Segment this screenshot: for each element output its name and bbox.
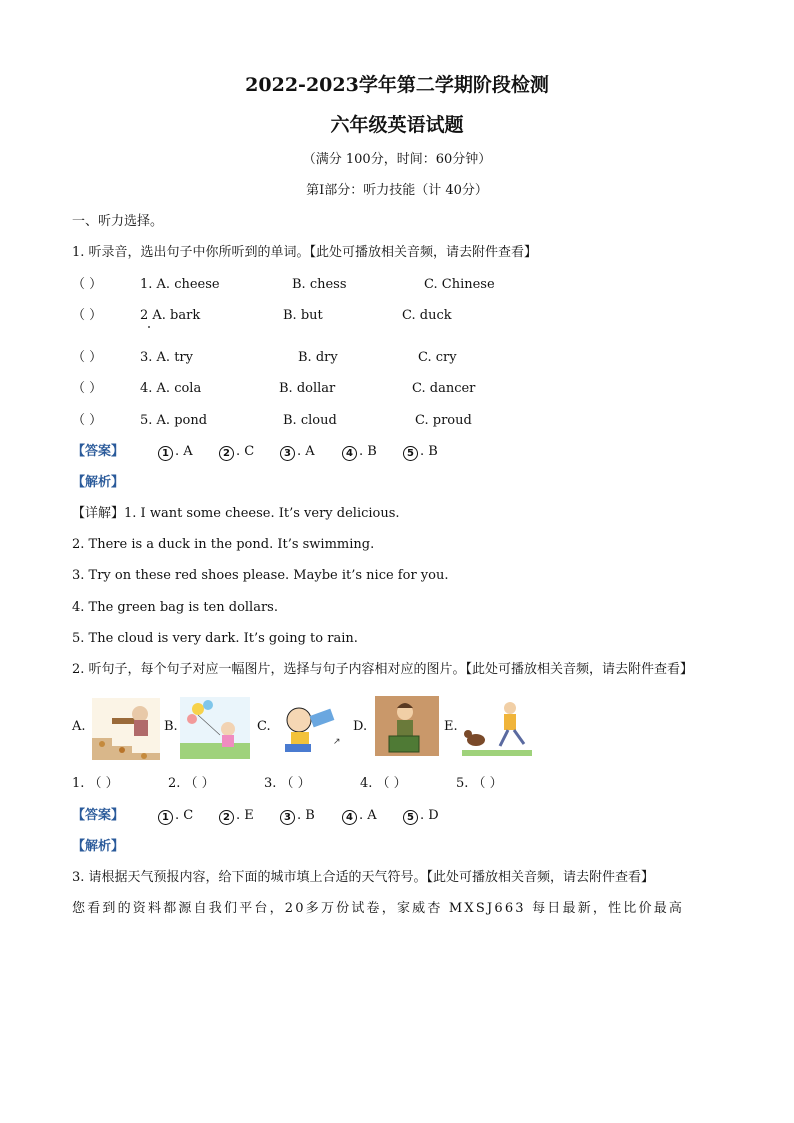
answer-label: 【答案】 bbox=[72, 444, 125, 459]
footer-note: 您看到的资料都源自我们平台，20多万份试卷，家威杏 MXSJ663 每日最新，性比价最高 bbox=[72, 901, 685, 916]
answer-blank[interactable]: （ ） bbox=[72, 381, 103, 396]
picture-e-man-running-from-dog bbox=[462, 698, 532, 756]
question-1-prompt: 1. 听录音，选出句子中你所听到的单词。【此处可播放相关音频，请去附件查看】 bbox=[72, 245, 538, 260]
answer-5: 5 . D bbox=[403, 807, 439, 825]
answer-1: 1 . C bbox=[158, 807, 193, 825]
picture-c-boy-with-clothes bbox=[271, 694, 347, 760]
option-c: C. proud bbox=[415, 413, 472, 428]
part-info: 第Ⅰ部分：听力技能（计 40分） bbox=[306, 183, 488, 198]
analysis-label: 【解析】 bbox=[72, 475, 125, 490]
answer-3: 3 . A bbox=[280, 443, 315, 461]
detail-4: 4. The green bag is ten dollars. bbox=[72, 600, 278, 615]
pic-label-a: A. bbox=[72, 719, 86, 734]
question-2-prompt: 2. 听句子，每个句子对应一幅图片，选择与句子内容相对应的图片。【此处可播放相关音频，请去附件查看】 bbox=[72, 662, 694, 677]
q2-blank-1[interactable]: 1. （ ） bbox=[72, 776, 119, 791]
picture-a-leaves-on-steps bbox=[92, 698, 160, 760]
exam-subtitle: 六年级英语试题 bbox=[330, 114, 464, 136]
pic-label-d: D. bbox=[353, 719, 368, 734]
answer-4: 4 . B bbox=[342, 443, 377, 461]
answer-blank[interactable]: （ ） bbox=[72, 413, 103, 428]
option-a: 2 A. bark bbox=[140, 308, 201, 323]
option-b: B. dollar bbox=[279, 381, 336, 396]
pic-label-b: B. bbox=[164, 719, 178, 734]
answer-blank[interactable]: （ ） bbox=[72, 350, 103, 365]
analysis-label: 【解析】 bbox=[72, 839, 125, 854]
svg-text:↗: ↗ bbox=[333, 737, 341, 747]
q2-blank-3[interactable]: 3. （ ） bbox=[264, 776, 311, 791]
detail-5: 5. The cloud is very dark. It’s going to rain. bbox=[72, 631, 358, 646]
option-c: C. duck bbox=[402, 308, 452, 323]
stray-dot bbox=[148, 326, 150, 328]
score-info: （满分 100分，时间：60分钟） bbox=[302, 152, 492, 167]
option-a: 3. A. try bbox=[140, 350, 193, 365]
picture-b-girl-with-balloons bbox=[180, 697, 250, 759]
answer-4: 4 . A bbox=[342, 807, 377, 825]
option-b: B. dry bbox=[298, 350, 338, 365]
option-c: C. cry bbox=[418, 350, 457, 365]
question-3-prompt: 3. 请根据天气预报内容，给下面的城市填上合适的天气符号。【此处可播放相关音频，请去附件查看】 bbox=[72, 870, 655, 885]
answer-2: 2 . E bbox=[219, 807, 254, 825]
q2-blank-2[interactable]: 2. （ ） bbox=[168, 776, 215, 791]
answer-blank[interactable]: （ ） bbox=[72, 308, 103, 323]
pic-label-c: C. bbox=[257, 719, 271, 734]
option-b: B. cloud bbox=[283, 413, 337, 428]
answer-5: 5 . B bbox=[403, 443, 438, 461]
option-c: C. Chinese bbox=[424, 277, 495, 292]
q2-blank-4[interactable]: 4. （ ） bbox=[360, 776, 407, 791]
answer-1: 1 . A bbox=[158, 443, 193, 461]
option-a: 5. A. pond bbox=[140, 413, 208, 428]
option-a: 4. A. cola bbox=[140, 381, 202, 396]
answer-3: 3 . B bbox=[280, 807, 315, 825]
detail-3: 3. Try on these red shoes please. Maybe it’s nice for you. bbox=[72, 568, 449, 583]
option-c: C. dancer bbox=[412, 381, 476, 396]
answer-2: 2 . C bbox=[219, 443, 254, 461]
exam-title: 2022-2023学年第二学期阶段检测 bbox=[245, 74, 549, 96]
answer-label: 【答案】 bbox=[72, 808, 125, 823]
option-b: B. but bbox=[283, 308, 323, 323]
option-a: 1. A. cheese bbox=[140, 277, 220, 292]
answer-blank[interactable]: （ ） bbox=[72, 277, 103, 292]
option-b: B. chess bbox=[292, 277, 347, 292]
picture-d-man-with-bag bbox=[375, 696, 439, 756]
pic-label-e: E. bbox=[444, 719, 458, 734]
section-heading: 一、听力选择。 bbox=[72, 214, 164, 229]
detail-2: 2. There is a duck in the pond. It’s swimming. bbox=[72, 537, 375, 552]
detail-1: 【详解】1. I want some cheese. It’s very delicious. bbox=[72, 506, 400, 521]
q2-blank-5[interactable]: 5. （ ） bbox=[456, 776, 503, 791]
